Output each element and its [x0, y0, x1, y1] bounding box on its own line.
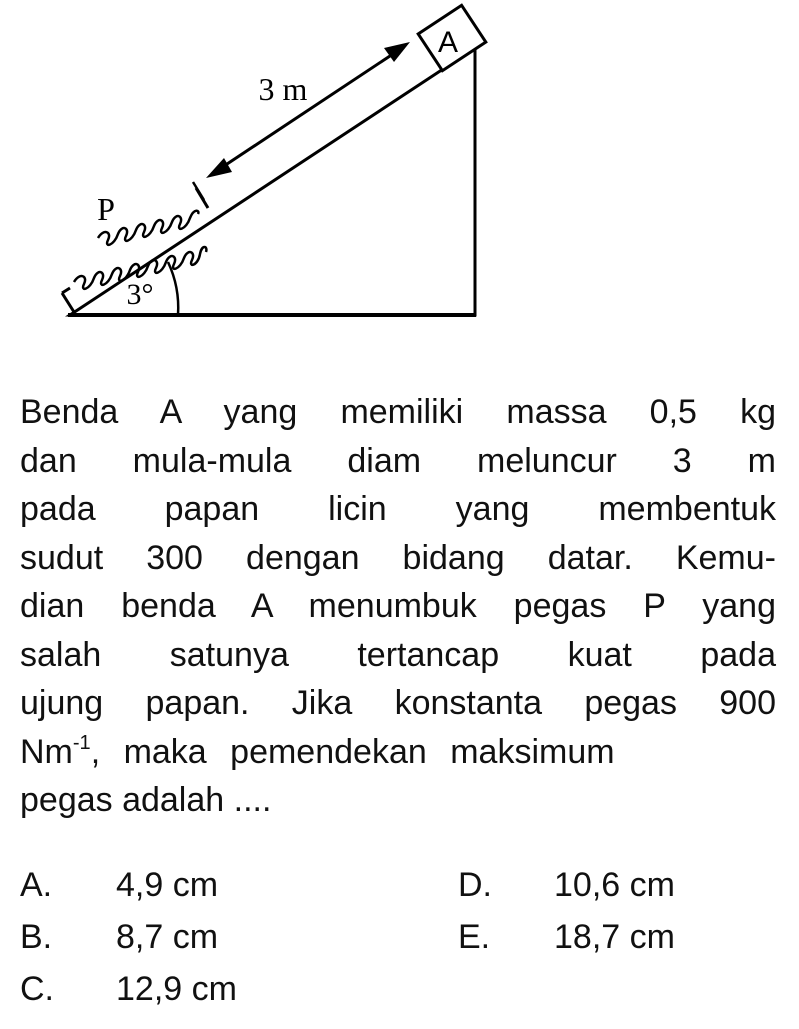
question-line: pegas adalah ....	[20, 781, 272, 819]
unit-exponent: -1	[72, 731, 91, 754]
angle-label: 3°	[126, 278, 154, 311]
option-letter: C.	[20, 970, 54, 1008]
block-label: A	[437, 26, 459, 59]
option-value: 4,9 cm	[116, 866, 219, 904]
question-line-rest: , maka pemendekan maksimum	[90, 732, 615, 771]
option-e[interactable]	[458, 918, 675, 957]
question-text	[20, 388, 776, 825]
question-line: Benda A yang memiliki massa 0,5 kg	[20, 393, 776, 431]
option-letter: D.	[458, 866, 492, 904]
question-line: dian benda A menumbuk pegas P yang	[20, 587, 776, 625]
incline-diagram	[0, 0, 799, 360]
question-line: salah satunya tertancap kuat pada	[20, 635, 776, 674]
option-b[interactable]	[20, 918, 219, 957]
option-c[interactable]	[20, 970, 237, 1009]
option-value: 12,9 cm	[116, 970, 237, 1008]
spring-label: P	[97, 191, 115, 227]
question-line: ujung papan. Jika konstanta pegas 900	[20, 684, 776, 722]
distance-label: 3 m	[258, 71, 308, 107]
question-line	[20, 728, 776, 777]
option-letter: A.	[20, 866, 53, 904]
option-a[interactable]	[20, 866, 219, 905]
option-letter: B.	[20, 918, 53, 956]
option-letter: E.	[458, 918, 491, 956]
angle-arc	[168, 262, 178, 315]
option-value: 10,6 cm	[554, 866, 675, 904]
question-line: pada papan licin yang membentuk	[20, 490, 776, 528]
option-value: 8,7 cm	[116, 918, 219, 956]
option-value: 18,7 cm	[554, 918, 675, 956]
unit-base: Nm	[20, 732, 73, 771]
question-line: sudut 300 dengan bidang datar. Kemu-	[20, 538, 776, 577]
question-line: dan mula-mula diam meluncur 3 m	[20, 441, 776, 480]
option-d[interactable]	[458, 866, 675, 905]
